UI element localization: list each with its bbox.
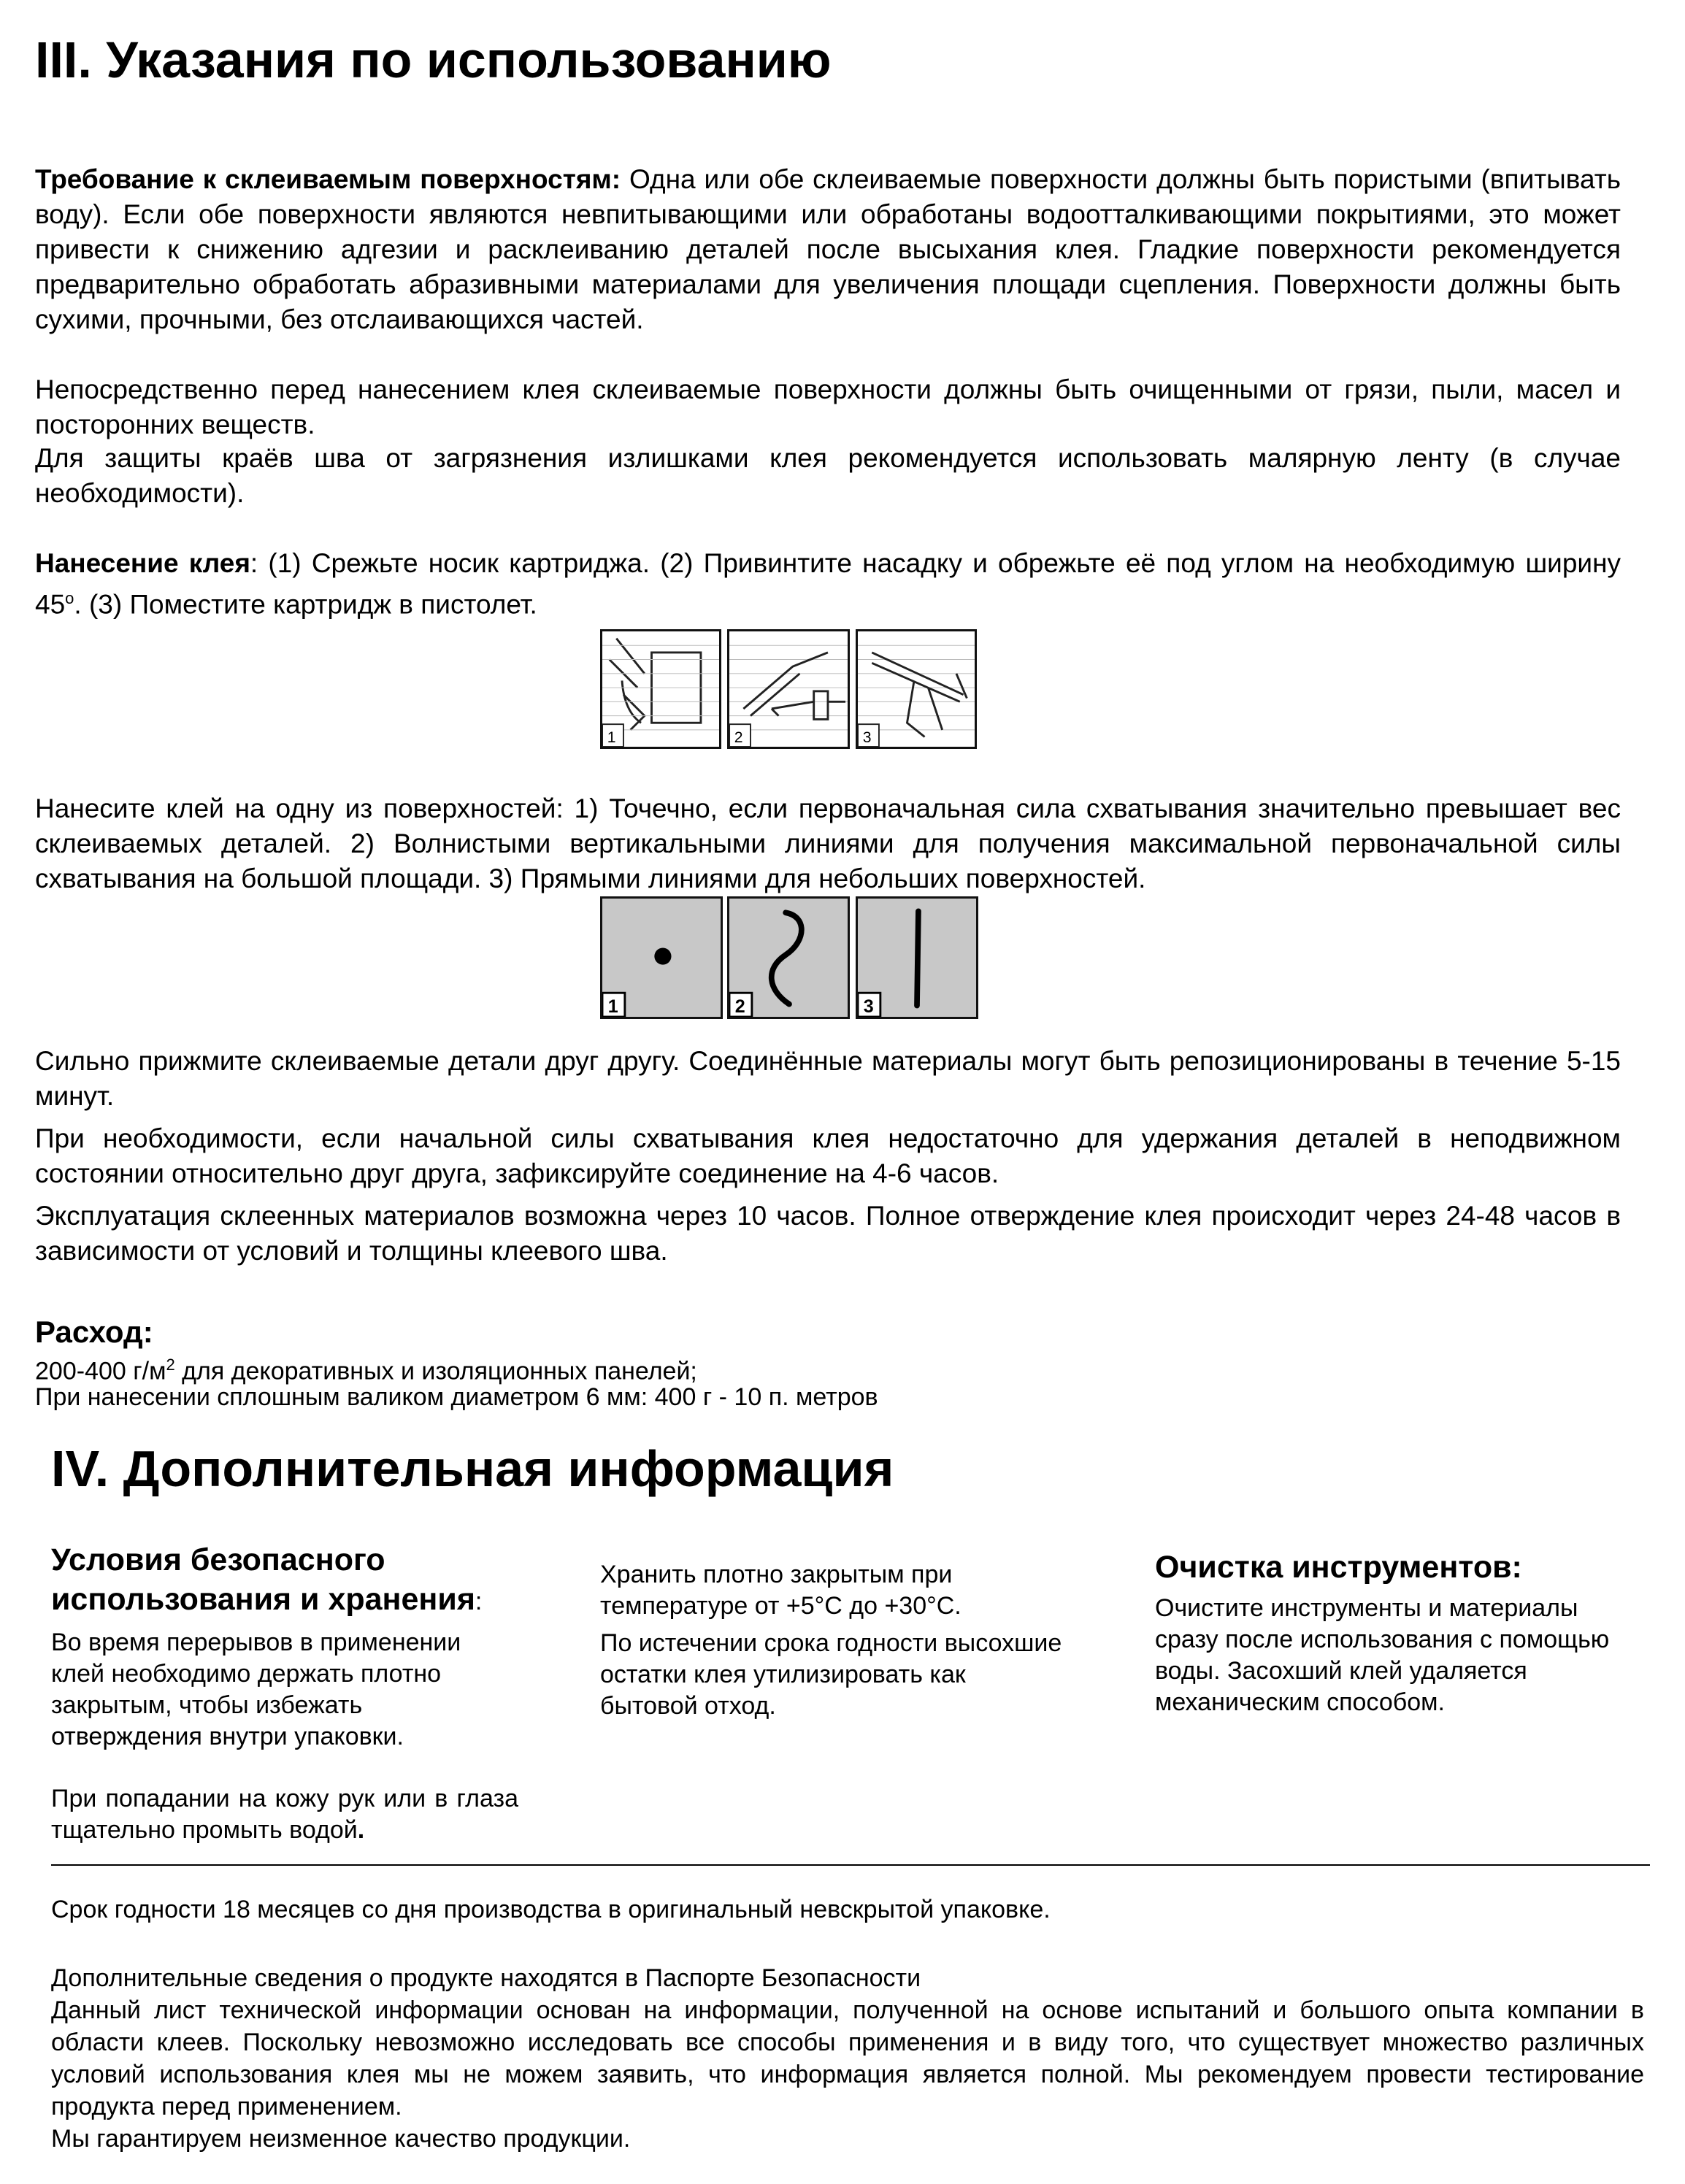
section-4-title: IV. Дополнительная информация	[51, 1440, 894, 1497]
figure-line-pattern	[856, 896, 978, 1019]
shelf-life: Срок годности 18 месяцев со дня производства в оригинальный невскрытой упаковке.	[51, 1896, 1051, 1923]
screw-nozzle-illustration	[729, 631, 848, 747]
press-paragraph: Сильно прижмите склеиваемые детали друг другу. Соединённые материалы могут быть репозиционированы в течение 5-15 минут.	[35, 1046, 1621, 1111]
figure-dot-pattern	[600, 896, 723, 1019]
cleaning-tools-title: Очистка инструментов:	[1155, 1550, 1522, 1585]
requirements-text: Одна или обе склеиваемые поверхности должны быть пористыми (впитывать воду). Если обе поверхности являются невпитывающими или обработаны водоотталкивающими покрытиями, это может привести к снижению адгезии и расклеиванию деталей после высыхания клея. Гладкие поверхности рекомендуется предварительно обработать абразивными материалами для увеличения площади сцепления. Поверхности должны быть сухими, прочными, без отслаивающихся частей.	[35, 164, 1621, 334]
cleaning-tools-paragraph: Очистите инструменты и материалы сразу после использования с помощью воды. Засохший клей удаляется механическим способом.	[1155, 1594, 1610, 1716]
cure-paragraph: Эксплуатация склеенных материалов возможна через 10 часов. Полное отверждение клея происходит через 24-48 часов в зависимости от условий и толщины клеевого шва.	[35, 1201, 1621, 1266]
figure-2-label-1: 1	[607, 996, 618, 1017]
line-pattern-illustration	[858, 899, 976, 1017]
cut-nozzle-illustration	[602, 631, 719, 747]
load-gun-illustration	[858, 631, 975, 747]
section-3-title: III. Указания по использованию	[35, 31, 832, 88]
section-divider	[51, 1864, 1650, 1866]
consumption-title: Расход:	[35, 1315, 153, 1349]
figure-cut-nozzle	[600, 629, 721, 749]
cleaning-paragraph: Непосредственно перед нанесением клея склеиваемые поверхности должны быть очищенными от грязи, пыли, масел и посторонних веществ.	[35, 374, 1621, 439]
wave-pattern-illustration	[729, 899, 848, 1017]
figure-1-label-1: 1	[607, 729, 616, 747]
requirements-label: Требование к склеиваемым поверхностям:	[35, 164, 621, 194]
safety-column	[51, 1540, 518, 1846]
figure-1-label-3: 3	[862, 729, 872, 747]
figure-2-label-3: 3	[863, 996, 874, 1017]
tape-paragraph: Для защиты краёв шва от загрязнения излишками клея рекомендуется использовать малярную ленту (в случае необходимости).	[35, 443, 1621, 508]
more-info: Дополнительные сведения о продукте находятся в Паспорте Безопасности	[51, 1964, 921, 1992]
consumption-line-2: При нанесении сплошным валиком диаметром 6 мм: 400 г - 10 п. метров	[35, 1383, 878, 1411]
safety-title: Условия безопасного использования и хранения:	[51, 1542, 483, 1617]
figure-load-gun	[856, 629, 977, 749]
storage-paragraph-2: По истечении срока годности высохшие остатки клея утилизировать как бытовой отход.	[600, 1629, 1062, 1720]
disclaimer: Данный лист технической информации основан на информации, полученной на основе испытаний и большого опыта компании в области клеев. Поскольку невозможно исследовать все способы применения и в виду того, что существует множество различных условий использования клея мы не можем заявить, что информация является полной. Мы рекомендуем провести тестирование продукта перед применением.	[51, 1996, 1644, 2120]
dot-pattern-illustration	[602, 899, 721, 1017]
safety-paragraph-2: При попадании на кожу рук или в глаза тщательно промыть водой.	[51, 1785, 518, 1844]
consumption-line-1: 200-400 $г/м^2$ для декоративных и изоляционных панелей;	[35, 1356, 697, 1385]
guarantee: Мы гарантируем неизменное качество продукции.	[51, 2125, 631, 2153]
figure-2-label-2: 2	[734, 996, 745, 1017]
figure-wave-pattern	[727, 896, 850, 1019]
requirements-paragraph	[35, 162, 1621, 337]
safety-paragraph-1: Во время перерывов в применении клей необходимо держать плотно закрытым, чтобы избежать отверждения внутри упаковки.	[51, 1629, 461, 1750]
cleaning-tools-column	[1155, 1547, 1622, 1718]
storage-paragraph-1: Хранить плотно закрытым при температуре от +5°С до +30°С.	[600, 1561, 962, 1620]
apply-paragraph: Нанесите клей на одну из поверхностей: 1) Точечно, если первоначальная сила схватывания значительно превышает вес склеиваемых деталей. 2) Волнистыми вертикальными линиями для получения максимальной первоначальной силы схватывания на большой площади. 3) Прямыми линиями для небольших поверхностей.	[35, 793, 1621, 893]
application-paragraph: Нанесение клея: (1) Срежьте носик картриджа. (2) Привинтите насадку и обрежьте её под углом на необходимую ширину $45^о$. (3) Поместите картридж в пистолет.	[35, 548, 1621, 620]
application-label: Нанесение клея	[35, 548, 250, 578]
fix-paragraph: При необходимости, если начальной силы схватывания клея недостаточно для удержания деталей в неподвижном состоянии относительно друг друга, зафиксируйте соединение на 4-6 часов.	[35, 1123, 1621, 1188]
storage-column	[600, 1559, 1067, 1722]
figure-screw-nozzle	[727, 629, 850, 749]
figure-1-label-2: 2	[734, 729, 743, 747]
